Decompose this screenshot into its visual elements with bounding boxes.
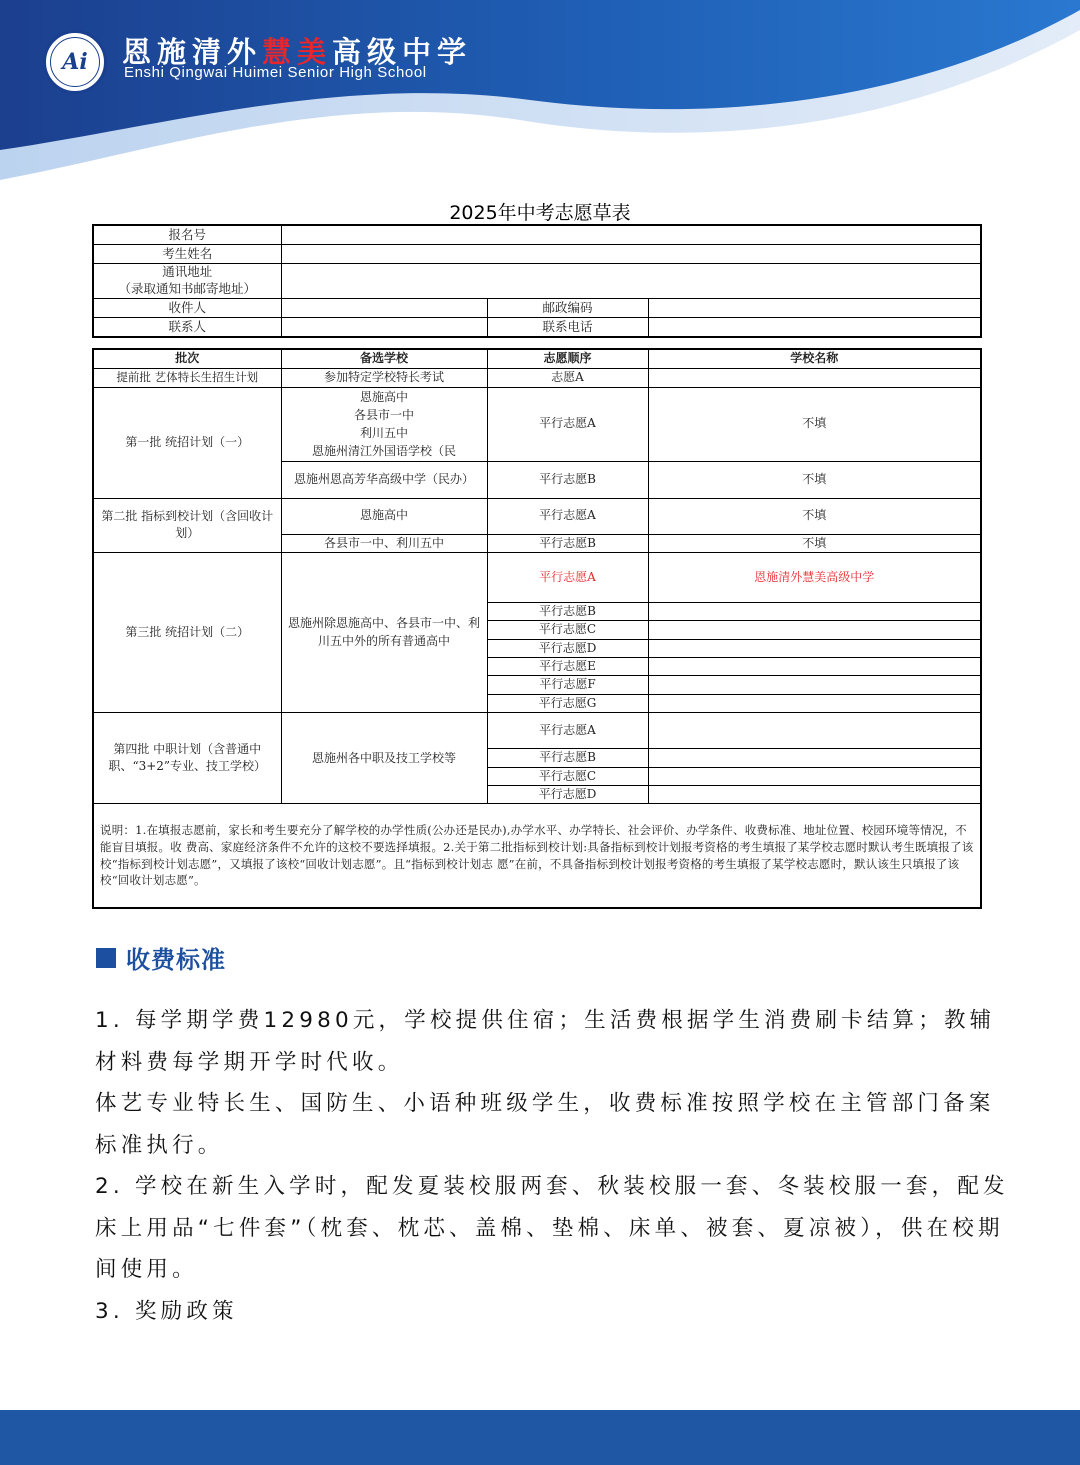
table-row (93, 225, 981, 245)
batch3-order-d: 平行志愿D (487, 639, 648, 657)
applicant-info-table (92, 224, 982, 338)
page-header (0, 0, 1080, 190)
fee-paragraph: 2. 学校在新生入学时，配发夏装校服两套、秋装校服一套、冬装校服一套，配发床上用品“七件套”（枕套、枕芯、盖棉、垫棉、床单、被套、夏凉被），供在校期间使用。 (95, 1174, 1009, 1282)
batch4-school: 恩施州各中职及技工学校等 (281, 713, 487, 804)
batch3-order-c: 平行志愿C (487, 621, 648, 639)
batch4-name-field[interactable] (648, 786, 981, 804)
table-row (93, 299, 981, 318)
table-row (93, 368, 981, 387)
batch1-order-a: 平行志愿A (487, 387, 648, 461)
postcode-field[interactable] (648, 299, 981, 318)
batch3-order-e: 平行志愿E (487, 658, 648, 676)
batch1-school-b: 恩施州恩高芳华高级中学（民办） (281, 461, 487, 498)
batch2-name-b: 不填 (648, 534, 981, 552)
batch3-school: 恩施州除恩施高中、各县市一中、利川五中外的所有普通高中 (281, 552, 487, 712)
batch3-name-field[interactable] (648, 676, 981, 694)
recipient-field[interactable] (281, 299, 487, 318)
fee-paragraph: 体艺专业特长生、国防生、小语种班级学生，收费标准按照学校在主管部门备案标准执行。 (95, 1091, 995, 1158)
table-row (93, 713, 981, 749)
batch4-label: 第四批 中职计划（含普通中职、“3+2”专业、技工学校） (93, 713, 281, 804)
label-reg-no: 报名号 (93, 225, 281, 245)
table-row (93, 804, 981, 908)
batch1-school-item: 各县市一中 (353, 408, 414, 422)
heading-square-icon (96, 948, 116, 968)
batch2-order-a: 平行志愿A (487, 498, 648, 534)
fee-heading-text: 收费标准 (126, 946, 226, 974)
table-header-row (93, 349, 981, 368)
batch3-name-field[interactable] (648, 621, 981, 639)
early-batch-school: 参加特定学校特长考试 (281, 368, 487, 387)
batch4-name-field[interactable] (648, 767, 981, 785)
fee-paragraph: 3. 奖励政策 (95, 1298, 238, 1324)
label-address (93, 264, 281, 299)
batch4-order-b: 平行志愿B (487, 749, 648, 767)
label-name: 考生姓名 (93, 245, 281, 264)
table-row (93, 552, 981, 602)
batch4-name-field[interactable] (648, 713, 981, 749)
label-postcode: 邮政编码 (487, 299, 648, 318)
header-school: 备选学校 (281, 349, 487, 368)
early-batch-label: 提前批 艺体特长生招生计划 (93, 368, 281, 387)
batch1-school-item: 恩施州清江外国语学校（民 (311, 444, 456, 458)
batch4-order-a: 平行志愿A (487, 713, 648, 749)
batch2-school-a: 恩施高中 (281, 498, 487, 534)
form-note: 说明：1.在填报志愿前，家长和考生要充分了解学校的办学性质(公办还是民办),办学水平、办学特长、社会评价、办学条件、收费标准、地址位置、校园环境等情况，不能盲目填报。收 费高、家庭经济条件不允许的这校不要选择填报。2.关于第二批指标到校计划:具备指标到校计划报考资格的考生填报了某学校志愿时默认考生既填报了该校“指标到校计划志愿”，又填报了该校“回收计划志愿”。且“指标到校计划志 愿”在前，不具备指标到校计划报考资格的考生填报了某学校志愿时，默认该生只填报了该校“回收计划志愿”。 (93, 804, 981, 908)
choices-table (92, 348, 982, 909)
batch3-name-field[interactable] (648, 694, 981, 712)
batch3-name-field[interactable] (648, 658, 981, 676)
form-title: 2025年中考志愿草表 (449, 202, 631, 224)
early-batch-name-field[interactable] (648, 368, 981, 387)
batch2-label: 第二批 指标到校计划（含回收计划） (93, 498, 281, 552)
batch1-order-b: 平行志愿B (487, 461, 648, 498)
batch1-label: 第一批 统招计划（一） (93, 387, 281, 498)
contact-field[interactable] (281, 318, 487, 338)
early-batch-order: 志愿A (487, 368, 648, 387)
batch1-schools-a (281, 387, 487, 461)
fee-section-body (95, 1000, 1015, 1332)
batch3-order-b: 平行志愿B (487, 602, 648, 620)
school-logo-mark: Ai (50, 37, 100, 87)
header-school-name: 学校名称 (648, 349, 981, 368)
school-name-part: 高级中学 (332, 35, 473, 69)
school-name-part: 恩施清外 (122, 35, 263, 69)
phone-field[interactable] (648, 318, 981, 338)
label-contact: 联系人 (93, 318, 281, 338)
address-field[interactable] (281, 264, 981, 299)
label-recipient: 收件人 (93, 299, 281, 318)
name-field[interactable] (281, 245, 981, 264)
batch3-order-g: 平行志愿G (487, 694, 648, 712)
header-wave-background (0, 0, 1080, 190)
batch1-name-a: 不填 (648, 387, 981, 461)
table-row (93, 387, 981, 461)
reg-no-field[interactable] (281, 225, 981, 245)
batch2-name-a: 不填 (648, 498, 981, 534)
table-row (93, 245, 981, 264)
batch3-name-field[interactable] (648, 602, 981, 620)
batch3-name-a: 恩施清外慧美高级中学 (648, 552, 981, 602)
header-order: 志愿顺序 (487, 349, 648, 368)
batch2-order-b: 平行志愿B (487, 534, 648, 552)
school-name-english: Enshi Qingwai Huimei Senior High School (124, 64, 427, 81)
fee-paragraph: 1. 每学期学费12980元，学校提供住宿；生活费根据学生消费刷卡结算；教辅材料费每学期开学时代收。 (95, 1008, 996, 1075)
table-row (93, 498, 981, 534)
batch2-school-b: 各县市一中、利川五中 (281, 534, 487, 552)
header-batch: 批次 (93, 349, 281, 368)
school-logo (43, 30, 107, 94)
batch4-name-field[interactable] (648, 749, 981, 767)
fee-section-heading (96, 940, 226, 975)
batch1-school-item: 利川五中 (359, 426, 408, 440)
batch1-name-b: 不填 (648, 461, 981, 498)
batch3-name-field[interactable] (648, 639, 981, 657)
label-address-line1: 通讯地址 (162, 264, 213, 280)
batch4-order-d: 平行志愿D (487, 786, 648, 804)
table-row (93, 318, 981, 338)
batch1-school-item: 恩施高中 (359, 390, 408, 404)
label-phone: 联系电话 (487, 318, 648, 338)
table-row (93, 264, 981, 299)
batch3-order-f: 平行志愿F (487, 676, 648, 694)
batch4-order-c: 平行志愿C (487, 767, 648, 785)
batch3-order-a: 平行志愿A (487, 552, 648, 602)
page-footer-bar (0, 1410, 1080, 1465)
school-name-highlight: 慧美 (262, 35, 333, 69)
batch3-label: 第三批 统招计划（二） (93, 552, 281, 712)
label-address-line2: （录取通知书邮寄地址） (118, 281, 256, 297)
